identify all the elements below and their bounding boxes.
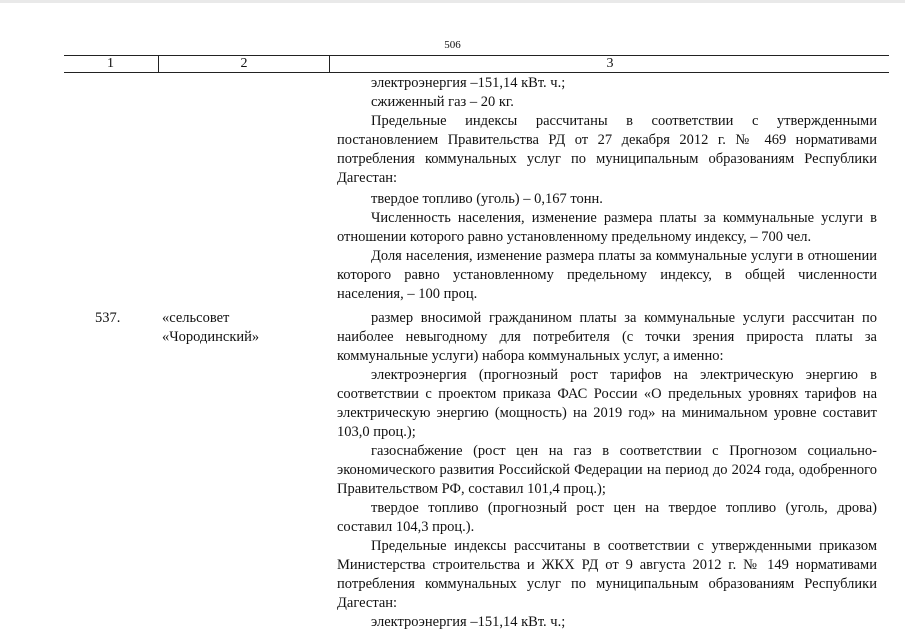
scan-top-edge <box>0 0 905 3</box>
paragraph: сжиженный газ – 20 кг. <box>371 94 514 110</box>
column-header-1: 1 <box>107 56 114 71</box>
paragraph: твердое топливо (прогнозный рост цен на твердое топливо (уголь, дрова) составил 104,3 проц.). <box>337 500 877 535</box>
paragraph: электроэнергия –151,14 кВт. ч.; <box>371 614 566 630</box>
paragraph: Численность населения, изменение размера платы за коммунальные услуги в отношении которого равно установленному предельному индексу, – 700 чел. <box>337 210 877 245</box>
page-number: 506 <box>444 39 461 51</box>
paragraph: размер вносимой гражданином платы за коммунальные услуги рассчитан по наиболее невыгодному для потребителя (с точки зрения прироста платы за коммунальные услуги) набора коммунальных услуг, а именно: <box>337 310 877 364</box>
paragraph: газоснабжение (рост цен на газ в соответствии с Прогнозом социально-экономического развития Российской Федерации на период до 2024 года, одобренного Правительством РФ, составил 101,4 проц.); <box>337 443 877 497</box>
paragraph: Доля населения, изменение размера платы за коммунальные услуги в отношении которого равно установленному предельному индексу, в общей численности населения, – 100 проц. <box>337 248 877 302</box>
row-number: 537. <box>95 310 121 326</box>
municipality-name-line2: «Чородинский» <box>162 329 260 345</box>
row-content <box>337 309 877 632</box>
paragraph: Предельные индексы рассчитаны в соответствии с утвержденными постановлением Правительства РД от 27 декабря 2012 г. № 469 нормативами потребления коммунальных услуг по муниципальным образованиям Республики Дагестан: <box>337 113 877 186</box>
continuation-content <box>337 74 877 304</box>
table-header-row <box>64 55 889 73</box>
paragraph: твердое топливо (уголь) – 0,167 тонн. <box>371 191 603 207</box>
paragraph: электроэнергия (прогнозный рост тарифов на электрическую энергию в соответствии с проектом приказа ФАС России «О предельных уровнях тарифов на электрическую энергию (мощность) на 2019 год» на минимальном уровне составит 103,0 проц.); <box>337 367 877 440</box>
column-header-3: 3 <box>329 56 890 72</box>
municipality-name <box>162 309 259 347</box>
column-header-2: 2 <box>158 56 329 72</box>
municipality-name-line1: «сельсовет <box>162 310 230 326</box>
paragraph: Предельные индексы рассчитаны в соответствии с утвержденными приказом Министерства строительства и ЖКХ РД от 9 августа 2012 г. № 149 нормативами потребления коммунальных услуг по муниципальным образованиям Республики Дагестан: <box>337 538 877 611</box>
paragraph: электроэнергия –151,14 кВт. ч.; <box>371 75 566 91</box>
